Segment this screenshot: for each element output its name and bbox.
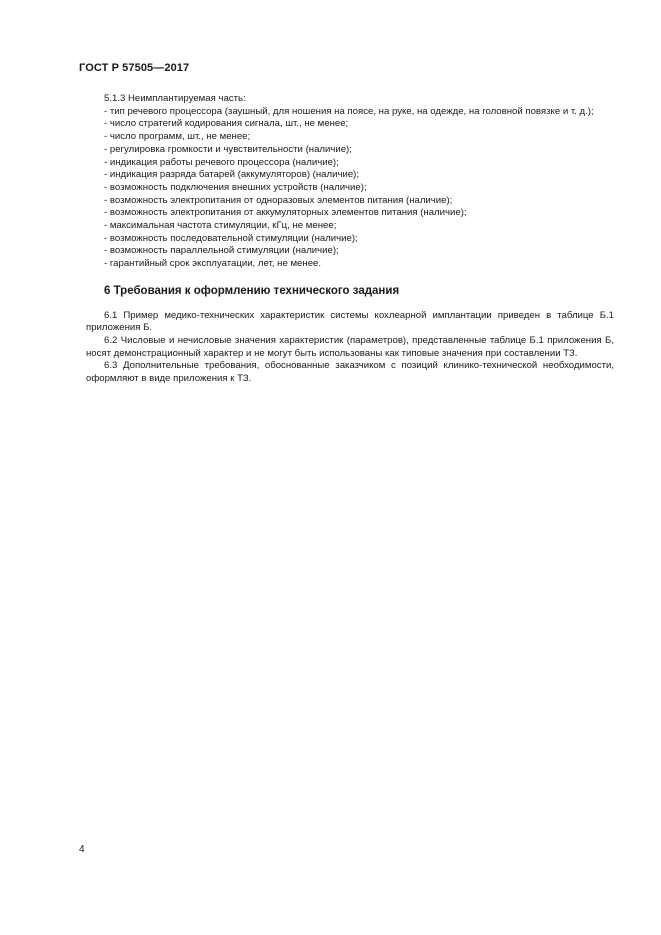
list-item: - число стратегий кодирования сигнала, шт., не менее; bbox=[104, 118, 349, 130]
list-item: - тип речевого процессора (заушный, для ношения на поясе, на руке, на одежде, на головной повязке и т. д.); bbox=[104, 105, 594, 117]
list-item: - число программ, шт., не менее; bbox=[104, 131, 251, 143]
section-title: 6 Требования к оформлению технического задания bbox=[104, 284, 400, 297]
page-content bbox=[86, 93, 614, 386]
paragraph: 6.3 Дополнительные требования, обоснованные заказчиком с позиций клинико-технической необходимости, оформляют в виде приложения к ТЗ. bbox=[86, 360, 614, 385]
subsection-heading: 5.1.3 Неимплантируемая часть: bbox=[104, 93, 246, 104]
list-item: - индикация работы речевого процессора (наличие); bbox=[104, 156, 339, 168]
list-item: - возможность электропитания от одноразовых элементов питания (наличие); bbox=[104, 194, 453, 206]
list-item: - возможность параллельной стимуляции (наличие); bbox=[104, 245, 339, 257]
list-item: - регулировка громкости и чувствительности (наличие); bbox=[104, 143, 352, 155]
list-item: - возможность подключения внешних устройств (наличие); bbox=[104, 181, 367, 193]
list-item: - возможность последовательной стимуляции (наличие); bbox=[104, 232, 358, 244]
paragraph: 6.1 Пример медико-технических характеристик системы кохлеарной имплантации приведен в таблице Б.1 приложения Б. bbox=[86, 309, 614, 334]
list-item: - максимальная частота стимуляции, кГц, не менее; bbox=[104, 220, 337, 232]
list-item: - гарантийный срок эксплуатации, лет, не менее. bbox=[104, 258, 322, 270]
page-number: 4 bbox=[79, 844, 85, 855]
list-item: - индикация разряда батарей (аккумуляторов) (наличие); bbox=[104, 169, 360, 181]
list-item: - возможность электропитания от аккумуляторных элементов питания (наличие); bbox=[104, 207, 467, 219]
paragraph: 6.2 Числовые и нечисловые значения характеристик (параметров), представленные таблице Б.1 приложения Б, носят демонстрационный характер и не могут быть использованы как типовые значения при составлении ТЗ. bbox=[86, 334, 614, 359]
document-code: ГОСТ Р 57505—2017 bbox=[79, 62, 190, 74]
